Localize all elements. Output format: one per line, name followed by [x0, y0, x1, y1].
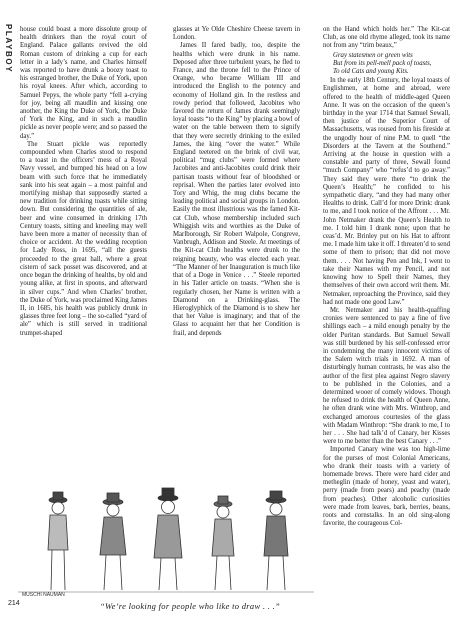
paragraph: house could boast a more dissolute group of health drinkers than the royal court of England. Palace gallants revived the old Roman custom of drinking a cup for each letter in a lady’s name, and Charles himself was reported to have drunk a boozy toast to his estranged brother, the Duke of York, upon his royal knees. After which, according to Samuel Pepys, the whole party “fell a-crying for joy, being all maudlin and kissing one another, the King the Duke of York, the Duke of York the King, and in such a maudlin pickle as never people were; and so passed the day.” [20, 26, 147, 140]
paragraph: on the Hand which holds her.” The Kit-cat Club, as one old rhyme alleged, took its name not from any “trim beaux,” [323, 26, 450, 50]
paragraph: Mr. Netmaker and his health-quaffing cronies were sentenced to pay a fine of five shillings each – a mild enough penalty by the older Puritan standards. But Samuel Sewall was still burdened by his self-confessed error in condemning the many innocent victims of the Salem witch trials in 1692. A man of disturbingly human contrasts, he was also the author of the first plea against Negro slavery to be published in the Colonies, and a determined wooer of comely widows. Though he refused to drink the health of Queen Anne, he often drank wine with Mrs. Winthrop, and exchanged amorous courtesies of the glass with Madam Winthrop: “She drank to me, I to her . . . She had talk’d of Canary, her Kisses were to me better than the best Canary . . .” [323, 306, 450, 446]
verse-line: Gray statesmen or green wits [333, 51, 413, 59]
paragraph: James II fared badly, too, despite the healths which were drunk in his name. Deposed after three turbulent years, he fled to France, and the throne fell to the Prince of Orange, who became William III and introduced the English to the potency and economy of Holland gin. In the restless and rowdy period that followed, Jacobites who favored the return of James drank seemingly loyal toasts “to the King” by placing a bowl of water on the table between them to signify that they were secretly drinking to the exiled James, the king “over the water.” While England teetered on the brink of civil war, political “mug clubs” were formed where Jacobites and anti-Jacobites could drink their partisan toasts without fear of bloodshed or reprisal. When the parties later evolved into Tory and Whig, the mug clubs became the leading political and social groups in London. Easily the most illustrious was the famed Kit-cat Club, whose membership included such Whiggish wits and worthies as the Duke of Marlborough, Sir Robert Walpole, Congreve, Vanbrugh, Addison and Steele. At meetings of the Kit-cat Club healths were drunk to the reigning beauty, who was elected each year. “The Manner of her Inauguration is much like that of a Doge in Venice . . .” Steele reported in his Tatler article on toasts. “When she is regularly chosen, her Name is written with a Diamond on a Drinking-glass. The Hieroglyphick of the Diamond is to shew her that her Value is imaginary; and that of the Glass to acquaint her that her Condition is frail, and depends [173, 42, 300, 337]
article-column-3 [323, 26, 450, 638]
paragraph: Imported Canary wine was too high-lime for the purses of most Colonial Americans, who drank their toasts with a variety of homemade brews. There were hard cider and metheglin (made of honey, yeast and water), perry (made from pears) and peachy (made from peaches). Other alcoholic curiosities were made from leaves, bark, berries, beans, roots and cornstalks. In an old sing-along favorite, the courageous Col- [323, 446, 450, 528]
cartoon-caption: “We’re looking for people who like to draw . . .” [99, 601, 281, 611]
article-column-2 [173, 26, 300, 478]
page-number: 214 [8, 600, 20, 607]
magazine-name-running-head: PLAYBOY [4, 24, 13, 74]
paragraph: In the early 18th Century, the loyal toasts of Englishmen, at home and abroad, were offered to the health of middle-aged Queen Anne. It was on the occasion of the queen’s birthday in the year 1714 that Samuel Sewall, then justice of the Superior Court of Massachusetts, was roused from his fireside at the ungodly hour of nine P.M. to quell “the Disorders at the Tavern at the Southend.” Arriving at the house in question with a constable and party of three, Sewall found “much Company” who “refus’d to go away.” They said they were there “to drink the Queen’s Health;” he confided to his sympathetic diary, “and they had many other Healths to drink. Call’d for more Drink: drank to me, and I took notice of the Affront . . . Mr. John Netmaker drank the Queen’s Health to me. I told him I drank none; upon that he ceas’d. Mr. Brinley put on his Hat to affront me. I made him take it off. I threaten’d to send some of them to prison; that did not move them. . . . Not having Pen and Ink, I went to take their Names with my Pencil, and not knowing how to Spell their Names, they themselves of their own accord writ them. Mr. Netmaker, reproaching the Province, said they had not made one good Law.” [323, 77, 450, 306]
article-column-1 [20, 26, 147, 478]
cartoonist-signature: MUSCHI NAUMAN [22, 592, 65, 598]
cartoon-illustration [18, 480, 314, 598]
verse-line: To old Cats and young Kits. [333, 68, 409, 76]
rhyme-verse [333, 52, 450, 77]
paragraph: The Stuart pickle was reportedly compounded when Charles stood to respond to a toast in the officers’ mess of a Royal Navy vessel, and bumped his head on a low beam with such force that he immediately sank into his seat again – a most painful and mortifying mishap that supposedly started a new tradition for drinking toasts while sitting down. But considering the quantities of ale, beer and wine consumed in drinking 17th Century toasts, sitting and kneeling may well have been more a matter of necessity than of choice or accident. At the wedding reception for Lady Ross, in 1695, “all the guests proceeded to the great hall, where a great cistern of sack posset was discovered, and at once began the drinking of healths, by old and young alike, at first in spoons, and afterward in silver cups.” And when Charles’ brother, the Duke of York, was proclaimed King James II, in 1685, his health was publicly drunk in glasses three feet long – the so-called “yard of ale” which is still served in traditional trumpet-shaped [20, 140, 147, 337]
paragraph: glasses at Ye Olde Cheshire Cheese tavern in London. [173, 26, 300, 42]
verse-line: But from its pell-mell pack of toasts, [333, 59, 432, 67]
